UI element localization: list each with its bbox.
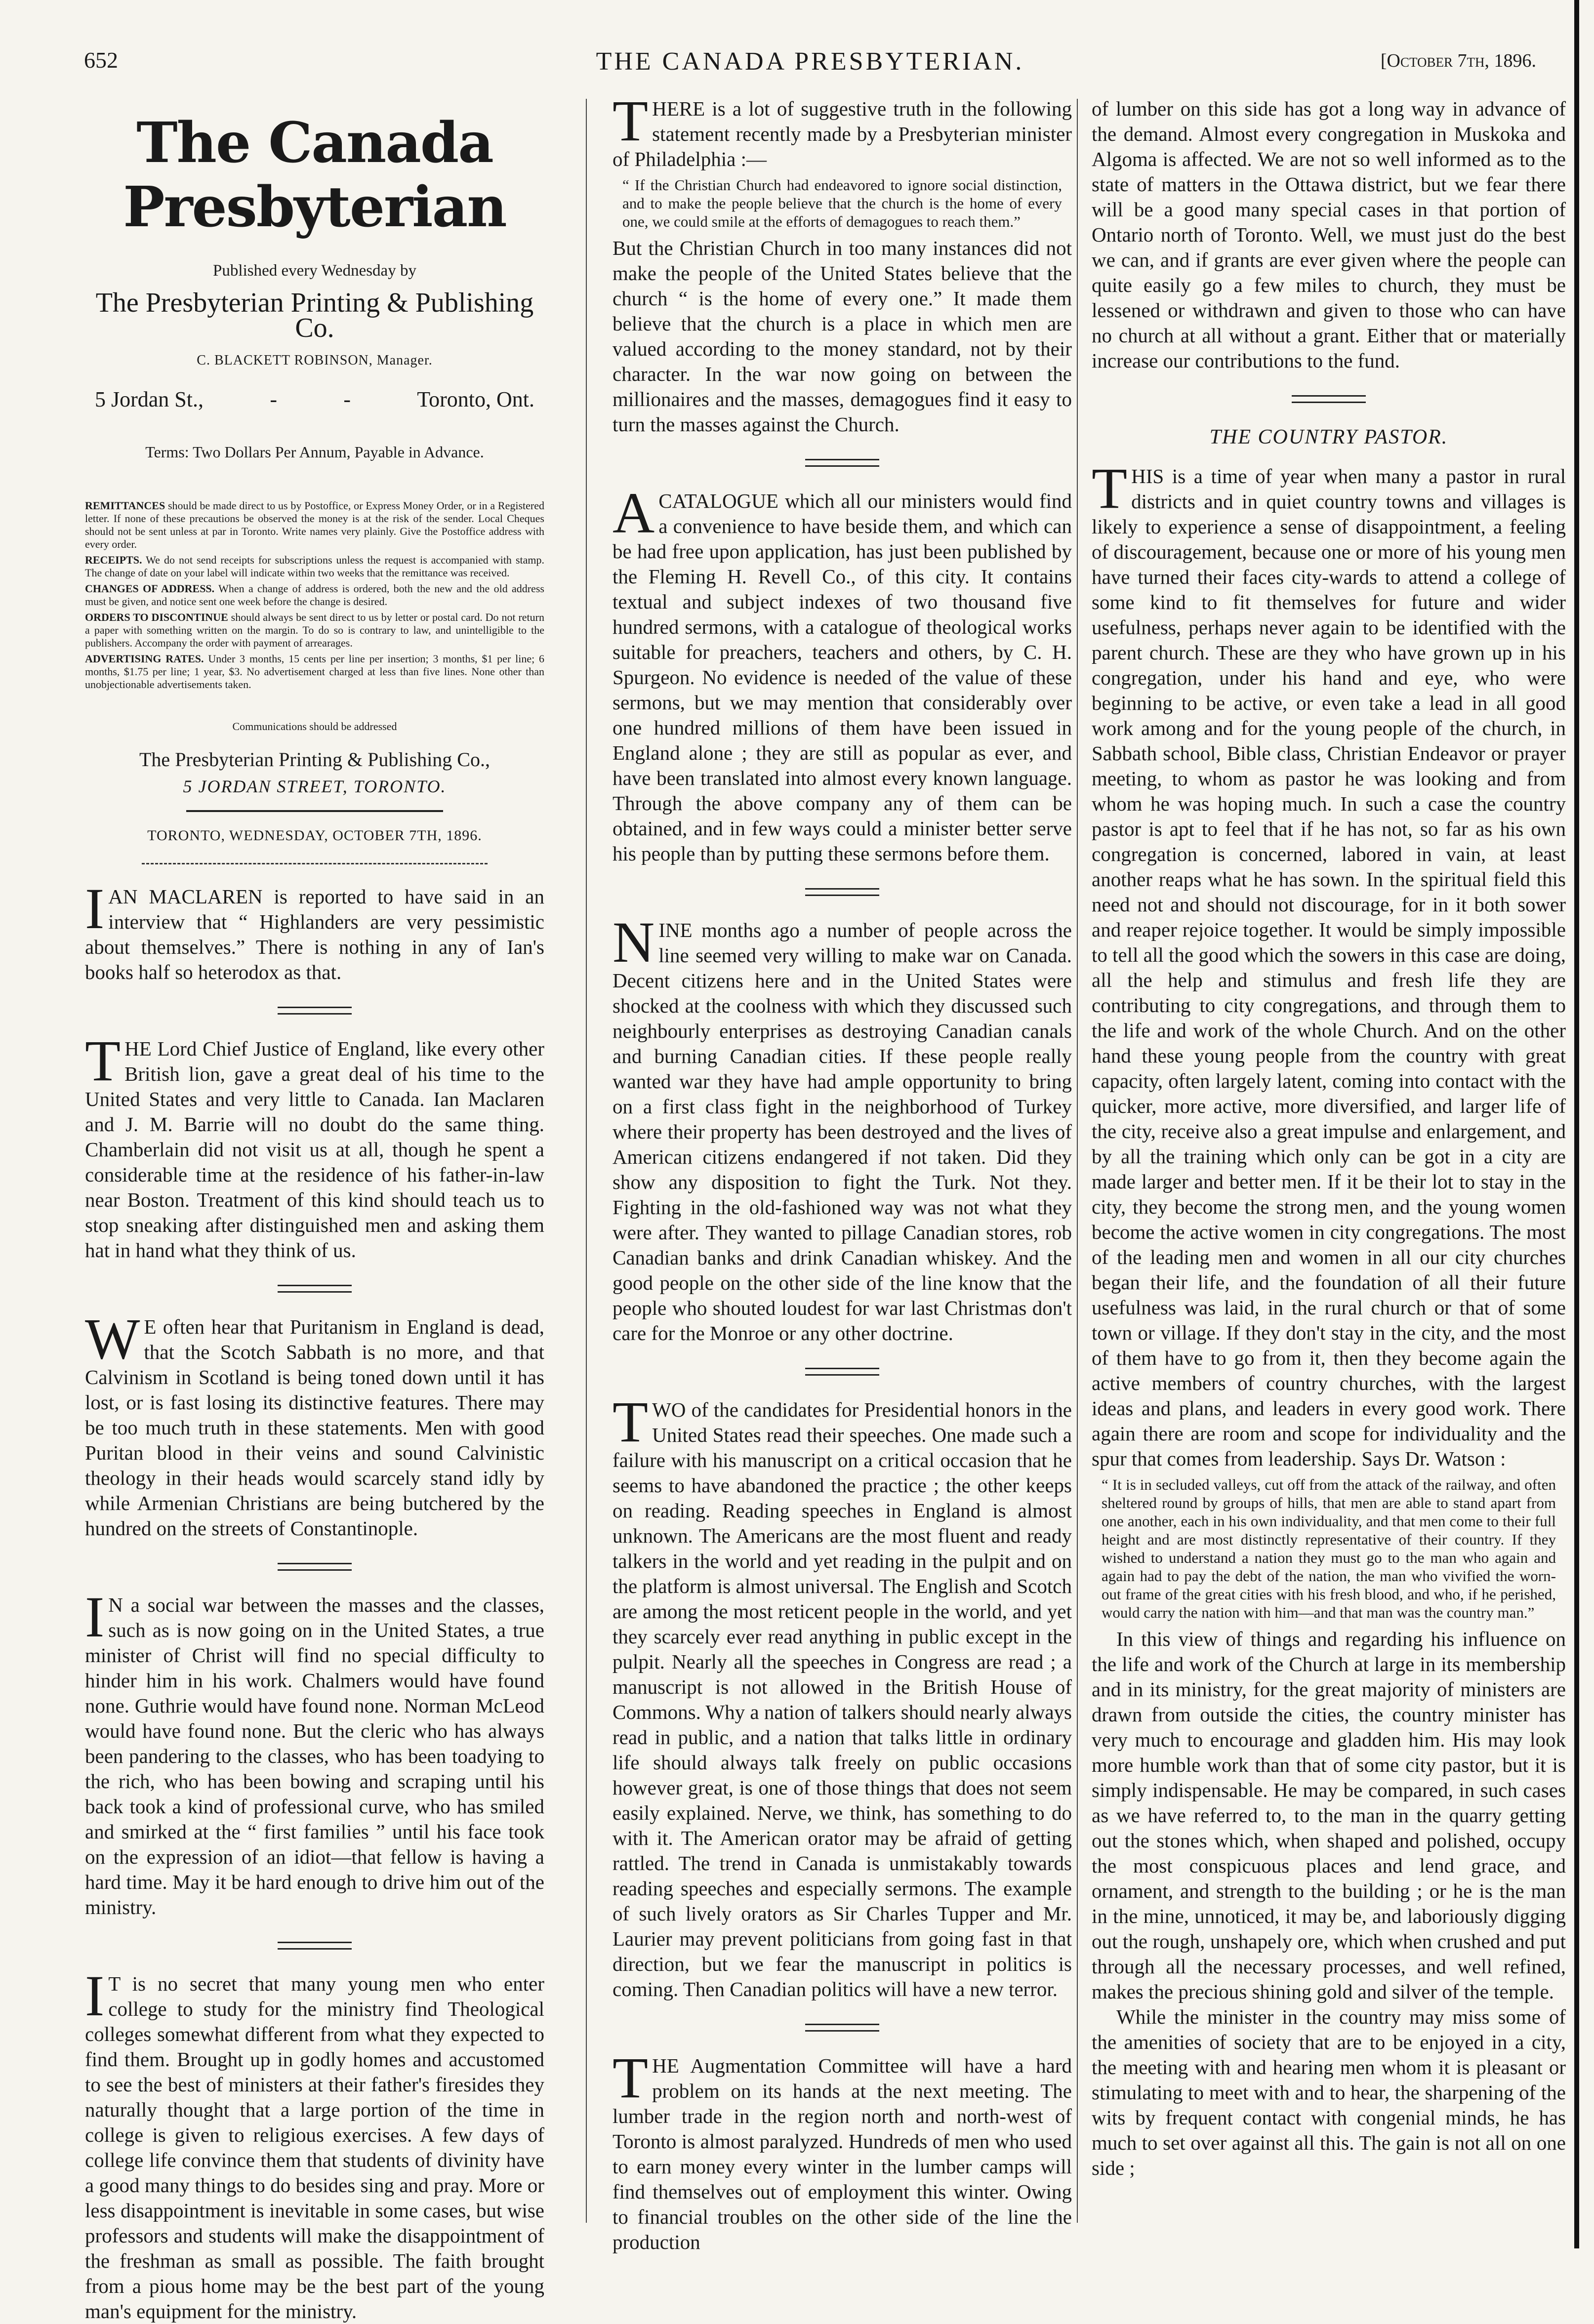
section-divider [1292, 395, 1366, 403]
editorial-paragraph: ACATALOGUE which all our ministers would find a convenience to have beside them, and which can be had free upon application, has just been published by the Fleming H. Revell Co., of this city. It contains textual and subject indexes of two thousand five hundred sermons, with a catalogue of theological works suitable for preachers, teachers and others, by C. H. Spurgeon. No evidence is needed of the value of these sermons, but we may mention that considerably over one hundred millions of them have been issued in England alone ; they are still as popular as ever, and have been translated into almost every known language. Through the above company any of them can be obtained, and in few ways could a minister better serve his people than by putting these sermons before them. [613, 481, 1072, 865]
manager-line: C. BLACKETT ROBINSON, Manager. [197, 353, 433, 368]
editorial-paragraph: In this view of things and regarding his influence on the life and work of the Church at large in its membership and in its ministry, for the great majority of ministers are drawn from outside the cities, the country minister has very much to encourage and gladden him. His may look more humble work than that of some city pastor, but it is simply indispensable. He may be compared, in such cases as we have referred to, to the man in the quarry getting out the stones which, when shaped and polished, occupy the most conspicuous places and lend grace, and ornament, and strength to the building ; or he is the man in the mine, unnoticed, it may be, and laboriously digging out the rough, unshapely ore, which when crushed and put through all the necessary processes, and well refined, makes the precious shining gold and silver of the temple. [1092, 1628, 1566, 2003]
block-quote: “ It is in secluded valleys, cut off from the attack of the railway, and often sheltered round by groups of hills, that men are able to stand apart from one another, each in his own individuality, and that men come to their full height and are most distinctly representative of their country. If they wished to understand a nation they must go to the man who again and again had to pay the debt of the nation, the man who vivified the worn-out frame of the great cities with his fresh blood, and who, if he perished, would carry the nation with him—and that man was the country man.” [1102, 1476, 1556, 1621]
section-divider [278, 1285, 352, 1293]
rule [186, 810, 443, 812]
city: Toronto, Ont. [417, 387, 534, 411]
editorial-paragraph: THE Augmentation Committee will have a hard problem on its hands at the next meeting. The lumber trade in the region north and north-west of Toronto is almost paralyzed. Hundreds of men who used to earn money every winter in the lumber camps will find themselves out of employment this winter. Owing to financial troubles on the other side of the line the production [613, 2045, 1072, 2253]
rule [142, 863, 488, 864]
page-edge [1574, 0, 1579, 2248]
notice-receipts: RECEIPTS. We do not send receipts for subscriptions unless the request is accompanied with stamp. The change of date on your label will indicate within two weeks that the remittance was received. [85, 554, 544, 579]
running-title: THE CANADA PRESBYTERIAN. [596, 47, 1024, 76]
section-divider [805, 888, 879, 896]
notice-advertising: ADVERTISING RATES. Under 3 months, 15 cents per line per insertion; 3 months, $1 per line; 6 months, $1.75 per line; 1 year, $3. No advertisement charged at less than five lines. None other than unobjectionable advertisements taken. [85, 652, 545, 691]
section-divider [805, 1368, 879, 1376]
publisher-notices [85, 499, 544, 691]
office-name: The Presbyterian Printing & Publishing Co., [139, 748, 490, 771]
section-divider [278, 1007, 352, 1015]
address-row [95, 387, 534, 412]
address-separator: - [343, 387, 351, 411]
editorial-paragraph: IT is no secret that many young men who enter college to study for the ministry find Theological colleges somewhat different from what they expected to find them. Brought up in godly homes and accustomed to see the best of ministers at their father's firesides they naturally thought that a large portion of the time in college is given to religious exercises. A few days of college life convince them that students of divinity have a good many things to do besides sing and pray. More or less disappointment is inevitable in some cases, but wise professors and students will make the disappointment of the freshman as small as possible. The faith brought from a pious home may be the best part of the young man's equipment for the ministry. [85, 1963, 544, 2323]
editorial-paragraph: WE often hear that Puritanism in England is dead, that the Scotch Sabbath is no more, and that Calvinism in Scotland is being toned down until it has lost, or is fast losing its distinctive features. There may be too much truth in these statements. Men with good Puritan blood in their veins and sound Calvinistic theology in their heads would scarcely stand idly by while Armenian Christians are being butchered by the hundred on the streets of Constantinople. [85, 1306, 544, 1540]
editorial-paragraph: But the Christian Church in too many instances did not make the people of the United States believe that the church “ is the home of every one.” It made them believe that the church is a place in which men are valued according to the money standard, not by their character. In the war now going on between the millionaires and the masses, demagogues find it easy to turn the masses against the Church. [613, 237, 1072, 436]
editorial-paragraph: THIS is a time of year when many a pastor in rural districts and in quiet country towns and villages is likely to experience a sense of disappointment, a feeling of discouragement, because one or more of his young men have turned their faces city-wards to attend a college of some kind to fit themselves for future and wider usefulness, perhaps never again to be identified with the parent church. These are they who have grown up in his congregation, under his hand and eye, who were beginning to be active, or even take a lead in all good work among and for the young people of the church, in Sabbath school, Bible class, Christian Endeavor or prayer meeting, to whom as pastor he was looking and from whom he was hoping much. In such a case the country pastor is apt to feel that if he has not, so far as his own congregation is concerned, labored in vain, at least another reaps what he has sown. In the spiritual field this need not and should not discourage, for in it both sower and reaper rejoice together. It would be simply impossible to tell all the good which the sowers in this case are doing, all the help and stimulus and fresh life they are contributing to city congregations, and through them to the life and work of the whole Church. And on the other hand these young people from the country with great capacity, often largely latent, coming into contact with the quicker, more active, more diversified, and larger life of the city, receive also a great impulse and enlargement, and by all the training which only can be got in a city are made larger and better men. If it be their lot to stay in the city, they become the strong men, and the young women become the active women in city congregations. The most of the leading men and women in all our city churches began their life, and the foundation of all their future usefulness was laid, in the rural church or that of some town or village. If they don't stay in the city, and the most of them have to go from it, then they become again the active members of country churches, with the largest ideas and plans, and leaders in every good work. There again there are room and scope for individuality and the spur that comes from leadership. Says Dr. Watson : [1092, 456, 1566, 1470]
editorial-paragraph: IN a social war between the masses and the classes, such as is now going on in the United States, a true minister of Christ will find no special difficulty to hinder him in his work. Chalmers would have found none. Guthrie would have found none. Norman McLeod would have found none. But the cleric who has always been pandering to the classes, who has been toadying to the rich, who has been bowing and scraping until his back took a kind of professional curve, who has smiled and smirked at the “ first families ” until his face took on the expression of an idiot—that fellow is having a hard time. May it be hard enough to drive him out of the ministry. [85, 1585, 544, 1918]
column-1 [85, 101, 544, 2324]
section-divider [805, 459, 879, 467]
address-separator: - [270, 387, 277, 411]
block-quote: “ If the Christian Church had endeavored to ignore social distinction, and to make the people believe that the church is the home of every one, we could smile at the efforts of demagogues to reach them.” [622, 176, 1062, 230]
editorial-paragraph: While the minister in the country may miss some of the amenities of society that are to be enjoyed in a city, the meeting with and hearing men whom it is pleasant or stimulating to meet with and to hear, the sharpening of the wits by frequent contact with congenial minds, he has much to set over against all this. The gain is not all on one side ; [1092, 2005, 1566, 2179]
issue-date: [October 7th, 1896. [1380, 50, 1536, 71]
section-heading: THE COUNTRY PASTOR. [1209, 426, 1448, 448]
column-2 [613, 88, 1072, 2255]
dateline: TORONTO, WEDNESDAY, OCTOBER 7TH, 1896. [147, 827, 482, 844]
notice-change-of-address: CHANGES OF ADDRESS. When a change of address is ordered, both the new and the old address must be given, and notice sent one week before the change is desired. [85, 582, 544, 608]
street-address: 5 Jordan St., [95, 387, 204, 411]
column-divider [1077, 99, 1078, 2223]
editorial-paragraph: THE Lord Chief Justice of England, like every other British lion, gave a great deal of his time to the United States and very little to Canada. Ian Maclaren and J. M. Barrie will no doubt do the same thing. Chamberlain did not visit us at all, though he spent a considerable time at the residence of his father-in-law near Boston. Treatment of this kind should teach us to stop sneaking after distinguished men and asking them hat in hand what they think of us. [85, 1028, 544, 1262]
column-divider [586, 99, 587, 2223]
office-street: 5 JORDAN STREET, TORONTO. [183, 776, 447, 796]
editorial-paragraph: of lumber on this side has got a long way in advance of the demand. Almost every congregation in Muskoka and Algoma is affected. We are not so well informed as to the state of matters in the Ottawa district, but we fear there will be a good many special cases in that portion of Ontario north of Toronto. Well, we must just do the best we can, and if grants are ever given where the people can quite easily go a few miles to church, they must be lessened or withdrawn and given to those who can have no church at all without a grant. Either that or materially increase our contributions to the fund. [1092, 97, 1566, 372]
page-number: 652 [84, 47, 118, 73]
publisher-name: The Presbyterian Printing & Publishing Co. [95, 287, 534, 343]
terms: Terms: Two Dollars Per Annum, Payable in Advance. [145, 443, 484, 461]
section-divider [278, 1942, 352, 1950]
page-header [84, 47, 1536, 82]
publish-line: Published every Wednesday by [213, 262, 416, 280]
notice-discontinue: ORDERS TO DISCONTINUE should always be sent direct to us by letter or postal card. Do not return a paper with something written on the margin. To do so is contrary to law, and unintelligible to the publishers. Accompany the order with payment of arrearages. [85, 611, 544, 649]
editorial-paragraph: TWO of the candidates for Presidential honors in the United States read their speeches. One made such a failure with his manuscript on a critical occasion that he seems to have abandoned the practice ; the other keeps on reading. Reading speeches in England is almost unknown. The Americans are the most fluent and ready talkers in the world and yet reading in the pulpit and on the platform is almost universal. The English and Scotch are among the most reticent people in the world, and yet they scarcely ever read anything in public except in the pulpit. Nearly all the speeches in Congress are read ; a manuscript is not allowed in the British House of Commons. Why a nation of talkers should nearly always read in public, and a nation that talks little in ordinary life should always talk freely on public occasions however great, is one of those things that does not seem easily explained. Nerve, we think, has something to do with it. The American orator may be afraid of getting rattled. The trend in Canada is unmistakably towards reading speeches and especially sermons. The example of such lively orators as Sir Charles Tupper and Mr. Laurier may prevent politicians from going fast in that direction, but we fear the manuscript in politics is coming. Then Canadian politics will have a new terror. [613, 1389, 1072, 2000]
column-3 [1092, 96, 1566, 2181]
editorial-paragraph: NINE months ago a number of people across the line seemed very willing to make war on Canada. Decent citizens here and in the United States were shocked at the coolness with which they discussed such neighbourly enterprises as destroying Canadian canals and burning Canadian cities. If these people really wanted war they have had ample opportunity to bring on a first class fight in the neighborhood of Turkey where their property has been destroyed and the lives of American citizens endangered if not taken. Did they show any disposition to fight the Turk. Not they. Fighting in the old-fashioned way was not what they were after. They wanted to pillage Canadian stores, rob Canadian banks and drink Canadian whiskey. And the good people on the other side of the line know that the people who shouted loudest for war last Christmas don't care for the Monroe or any other doctrine. [613, 910, 1072, 1345]
masthead-title: The Canada Presbyterian [123, 111, 506, 240]
editorial-paragraph: THERE is a lot of suggestive truth in the following statement recently made by a Presbyterian minister of Philadelphia :— [613, 88, 1072, 170]
communications-note: Communications should be addressed [232, 720, 397, 733]
editorial-paragraph: IAN MACLAREN is reported to have said in an interview that “ Highlanders are very pessimistic about themselves.” There is nothing in any of Ian's books half so heterodox as that. [85, 876, 544, 983]
section-divider [278, 1563, 352, 1571]
section-divider [805, 2024, 879, 2032]
notice-remittances: REMITTANCES should be made direct to us by Postoffice, or Express Money Order, or in a Registered letter. If none of these precautions be observed the money is at the risk of the sender. Local Cheques should not be sent unless at par in Toronto. Write names very plainly. Give the Postoffice address with every order. [85, 499, 545, 550]
